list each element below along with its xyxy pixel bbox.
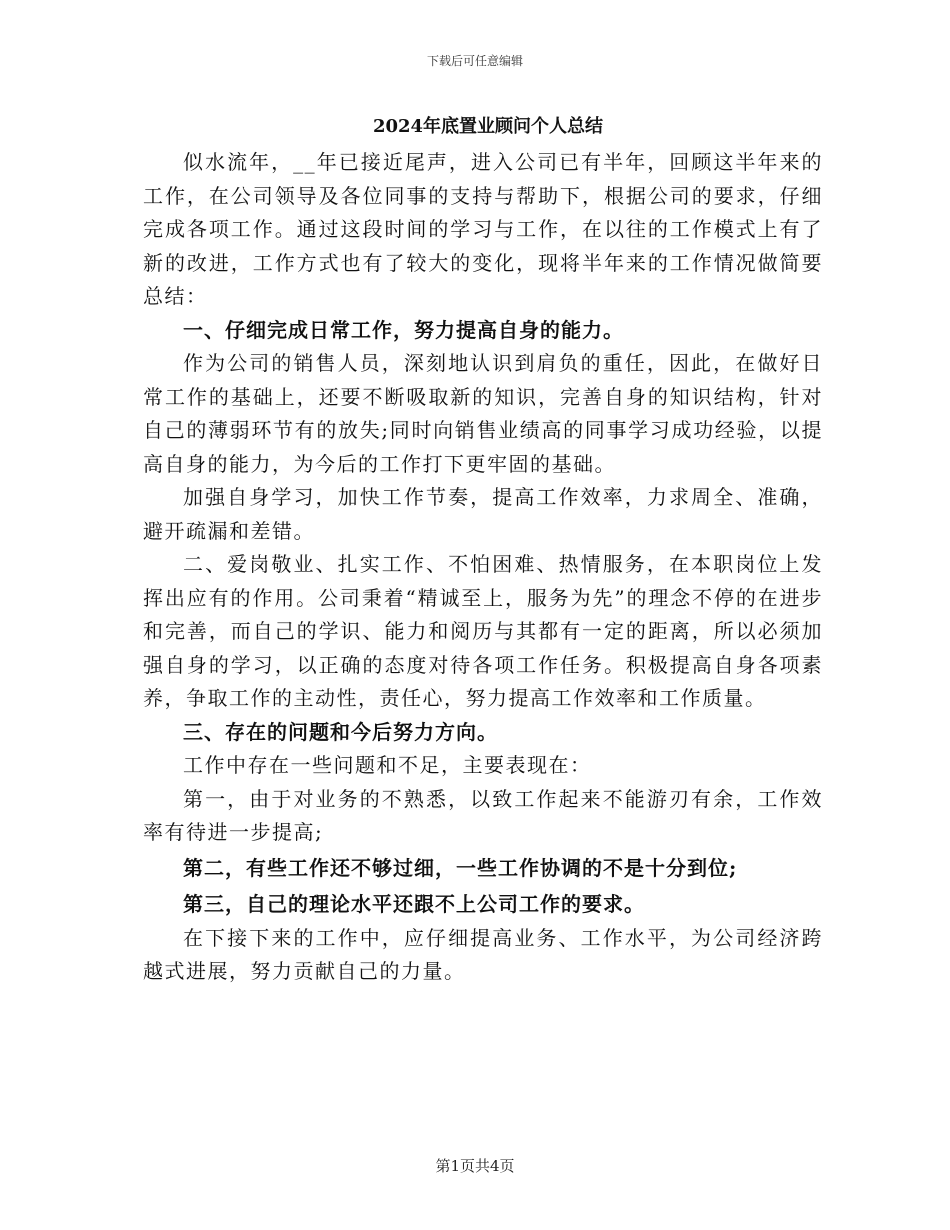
paragraph: 加强自身学习，加快工作节奏，提高工作效率，力求周全、准确，避开疏漏和差错。 [143, 485, 823, 543]
paragraph: 作为公司的销售人员，深刻地认识到肩负的重任，因此，在做好日常工作的基础上，还要不断吸取新的知识，完善自身的知识结构，针对自己的薄弱环节有的放失;同时向销售业绩高的同事学习成功经验，以提高自身的能力，为今后的工作打下更牢固的基础。 [143, 351, 823, 476]
paragraph: 三、存在的问题和今后努力方向。 [183, 719, 498, 744]
paragraph: 一、仔细完成日常工作，努力提高自身的能力。 [183, 317, 624, 342]
paragraph-list [143, 146, 823, 989]
document-body [143, 112, 823, 989]
paragraph: 工作中存在一些问题和不足，主要表现在： [183, 753, 592, 777]
paragraph: 第二，有些工作还不够过细，一些工作协调的不是十分到位; [183, 855, 738, 880]
paragraph: 第三，自己的理论水平还跟不上公司工作的要求。 [183, 891, 645, 916]
paragraph: 第一，由于对业务的不熟悉，以致工作起来不能游刃有余，工作效率有待进一步提高; [143, 786, 823, 844]
paragraph: 似水流年，__年已接近尾声，进入公司已有半年，回顾这半年来的工作，在公司领导及各位同事的支持与帮助下，根据公司的要求，仔细完成各项工作。通过这段时间的学习与工作，在以往的工作模式上有了新的改进，工作方式也有了较大的变化，现将半年来的工作情况做简要总结： [143, 150, 823, 308]
paragraph: 在下接下来的工作中，应仔细提高业务、工作水平，为公司经济跨越式进展，努力贡献自己的力量。 [143, 925, 823, 983]
document-title: 2024年底置业顾问个人总结 [372, 116, 604, 137]
page-number: 第1页共4页 [435, 1157, 515, 1175]
paragraph: 二、爱岗敬业、扎实工作、不怕困难、热情服务，在本职岗位上发挥出应有的作用。公司秉着“精诚至上，服务为先”的理念不停的在进步和完善，而自己的学识、能力和阅历与其都有一定的距离，所以必须加强自身的学习，以正确的态度对待各项工作任务。积极提高自身各项素养，争取工作的主动性，责任心，努力提高工作效率和工作质量。 [143, 552, 823, 710]
header-note: 下载后可任意编辑 [426, 54, 523, 68]
